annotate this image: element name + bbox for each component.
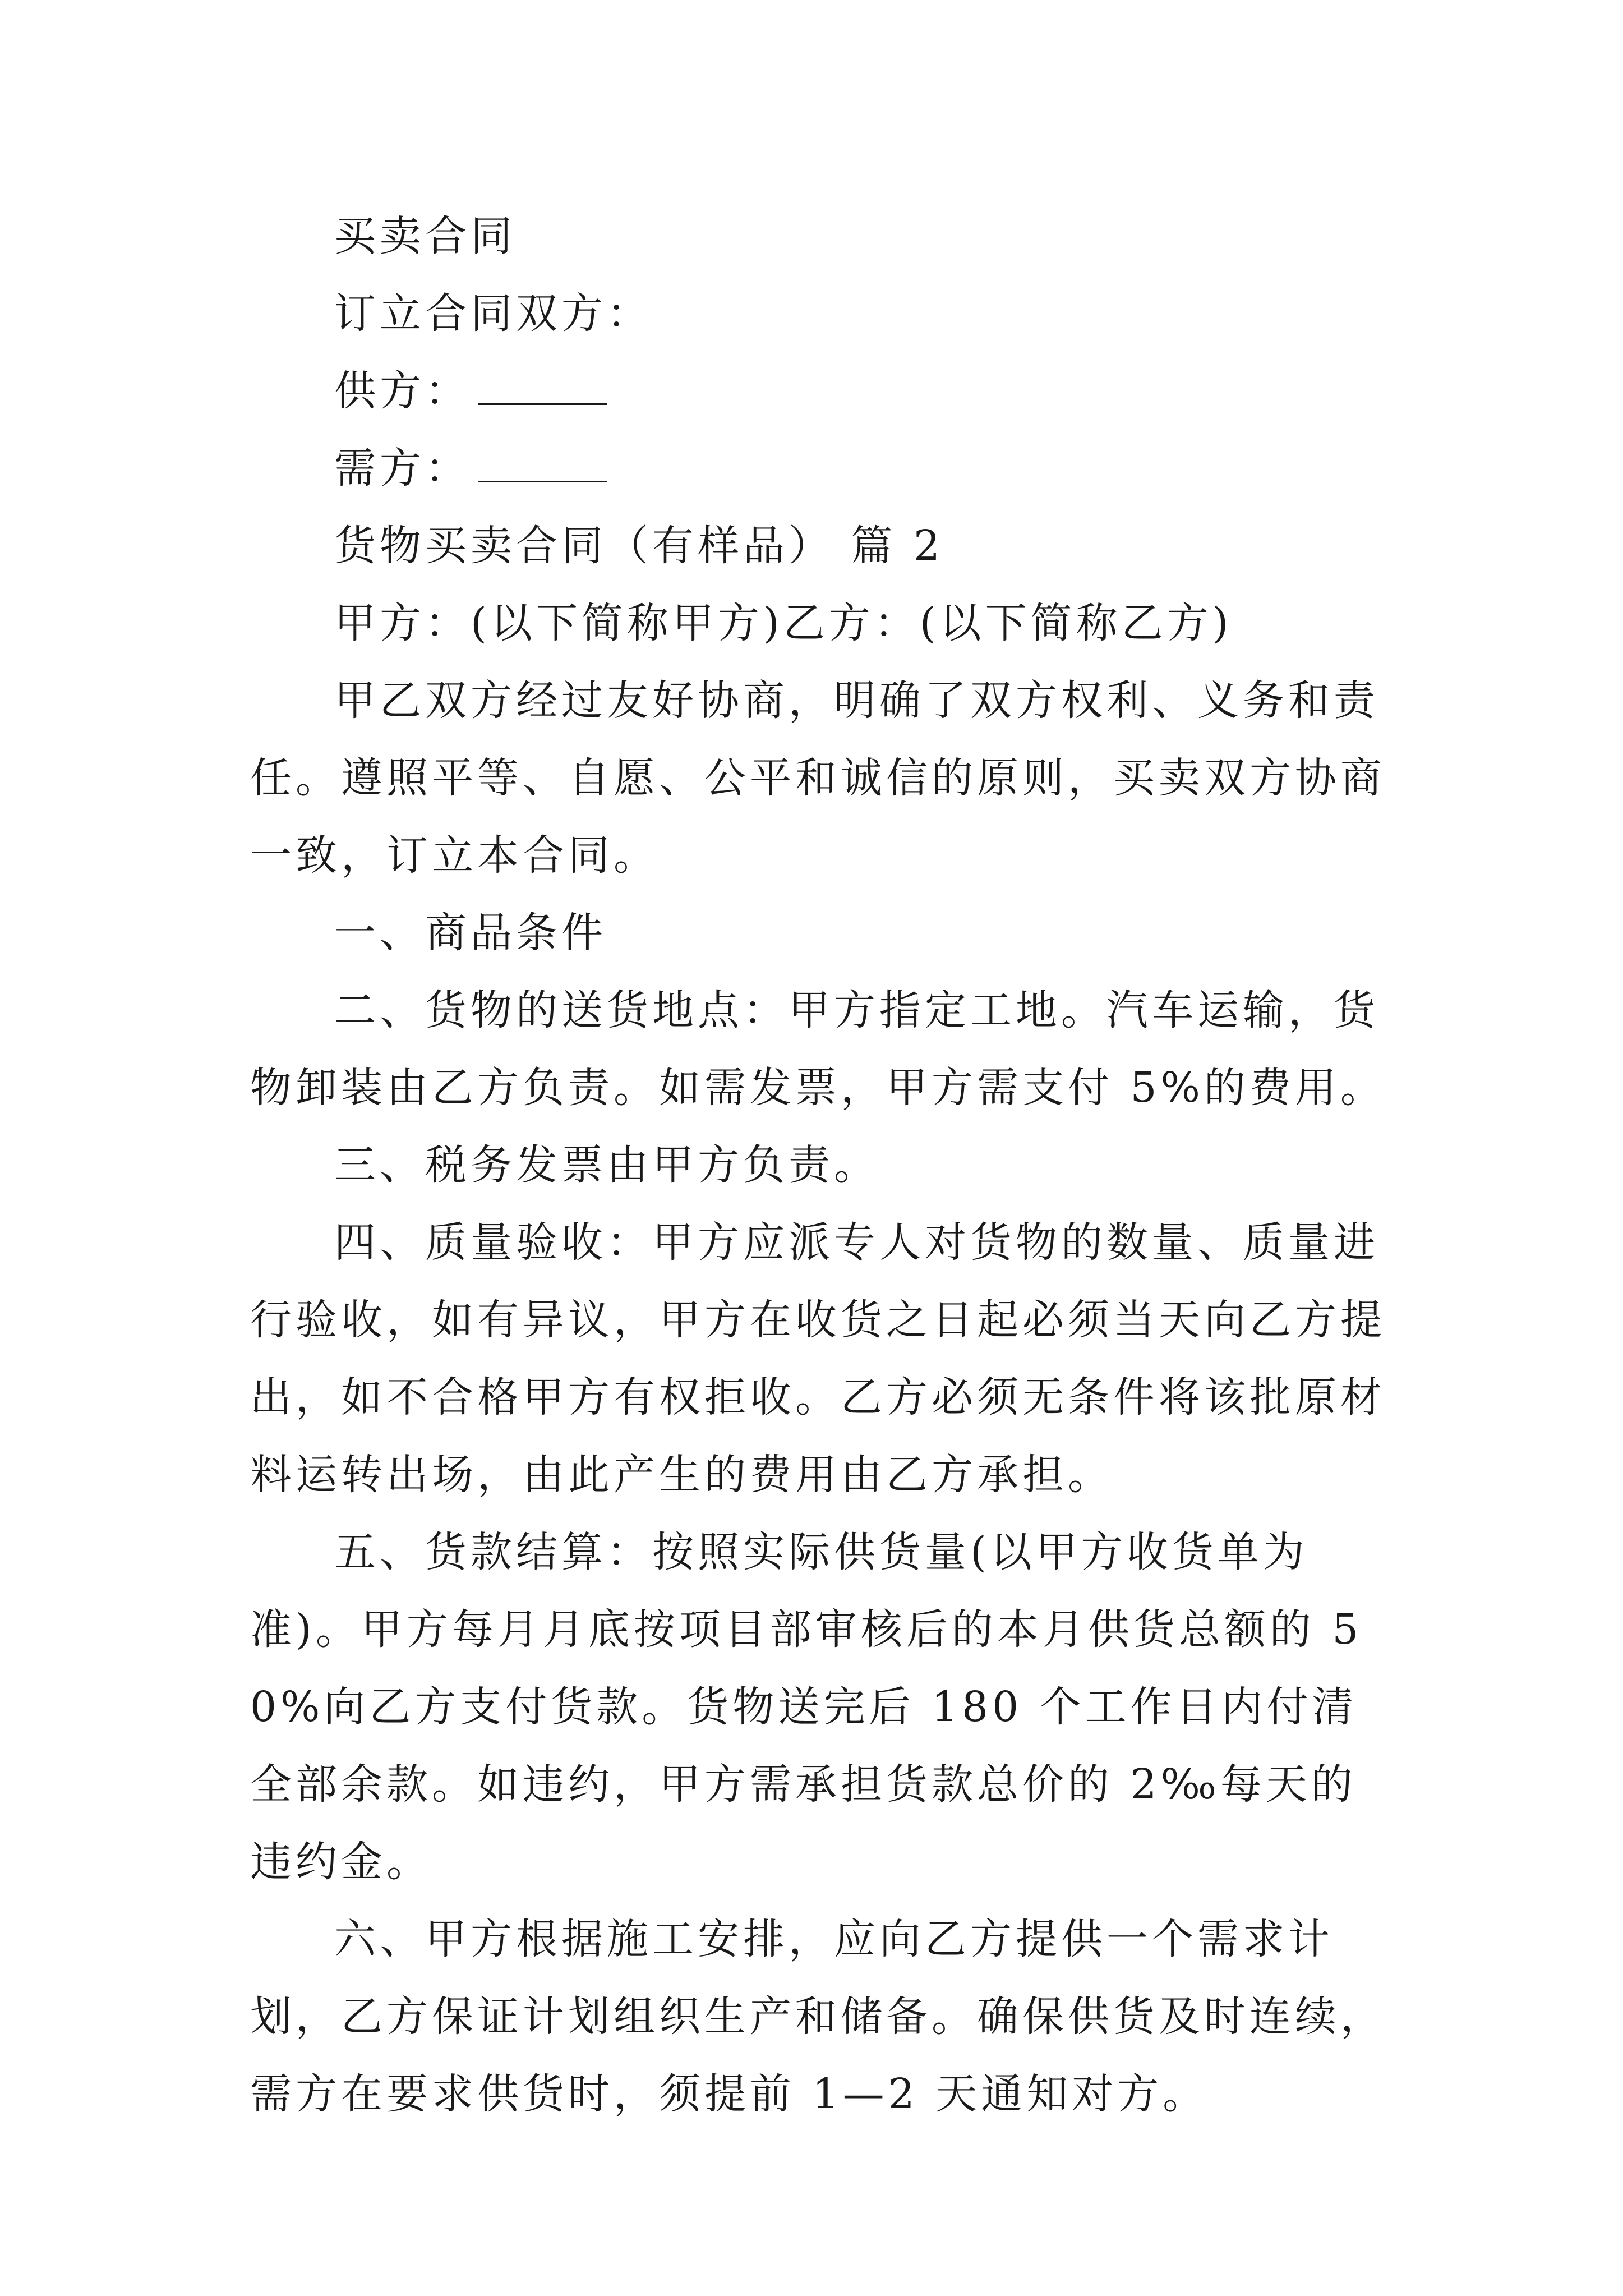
supplier-label: 供方： — [334, 367, 471, 415]
buyer-label: 需方： — [334, 444, 471, 493]
clause-2: 二、货物的送货地点：甲方指定工地。汽车运输，货物卸装由乙方负责。如需发票，甲方需支付 5%的费用。 — [250, 986, 1386, 1112]
party-line: 甲方：(以下简称甲方)乙方：(以下简称乙方) — [334, 599, 1233, 647]
clause-3: 三、税务发票由甲方负责。 — [334, 1141, 879, 1189]
parties-heading: 订立合同双方： — [334, 289, 652, 338]
document-body — [250, 197, 1389, 2133]
clause-1: 一、商品条件 — [334, 909, 607, 957]
supplier-blank — [478, 367, 607, 405]
clause-4: 四、质量验收：甲方应派专人对货物的数量、质量进行验收，如有异议，甲方在收货之日起必须当天向乙方提出，如不合格甲方有权拒收。乙方必须无条件将该批原材料运转出场，由此产生的费用由乙方承担。 — [250, 1218, 1386, 1499]
intro-paragraph: 甲乙双方经过友好协商，明确了双方权利、义务和责任。遵照平等、自愿、公平和诚信的原则，买卖双方协商一致，订立本合同。 — [250, 677, 1386, 880]
clause-6: 六、甲方根据施工安排，应向乙方提供一个需求计划，乙方保证计划组织生产和储备。确保供货及时连续，需方在要求供货时，须提前 1—2 天通知对方。 — [250, 1915, 1386, 2118]
document-subtitle: 货物买卖合同（有样品） 篇 2 — [334, 522, 944, 570]
buyer-line — [250, 430, 1389, 507]
document-title: 买卖合同 — [334, 212, 516, 260]
supplier-line — [250, 352, 1389, 430]
clause-5: 五、货款结算：按照实际供货量(以甲方收货单为准)。甲方每月月底按项目部审核后的本月供货总额的 50%向乙方支付货款。货物送完后 180 个工作日内付清全部余款。如违约，甲方需承担货款总价的 2‰每天的违约金。 — [250, 1528, 1363, 1886]
buyer-blank — [478, 445, 607, 482]
